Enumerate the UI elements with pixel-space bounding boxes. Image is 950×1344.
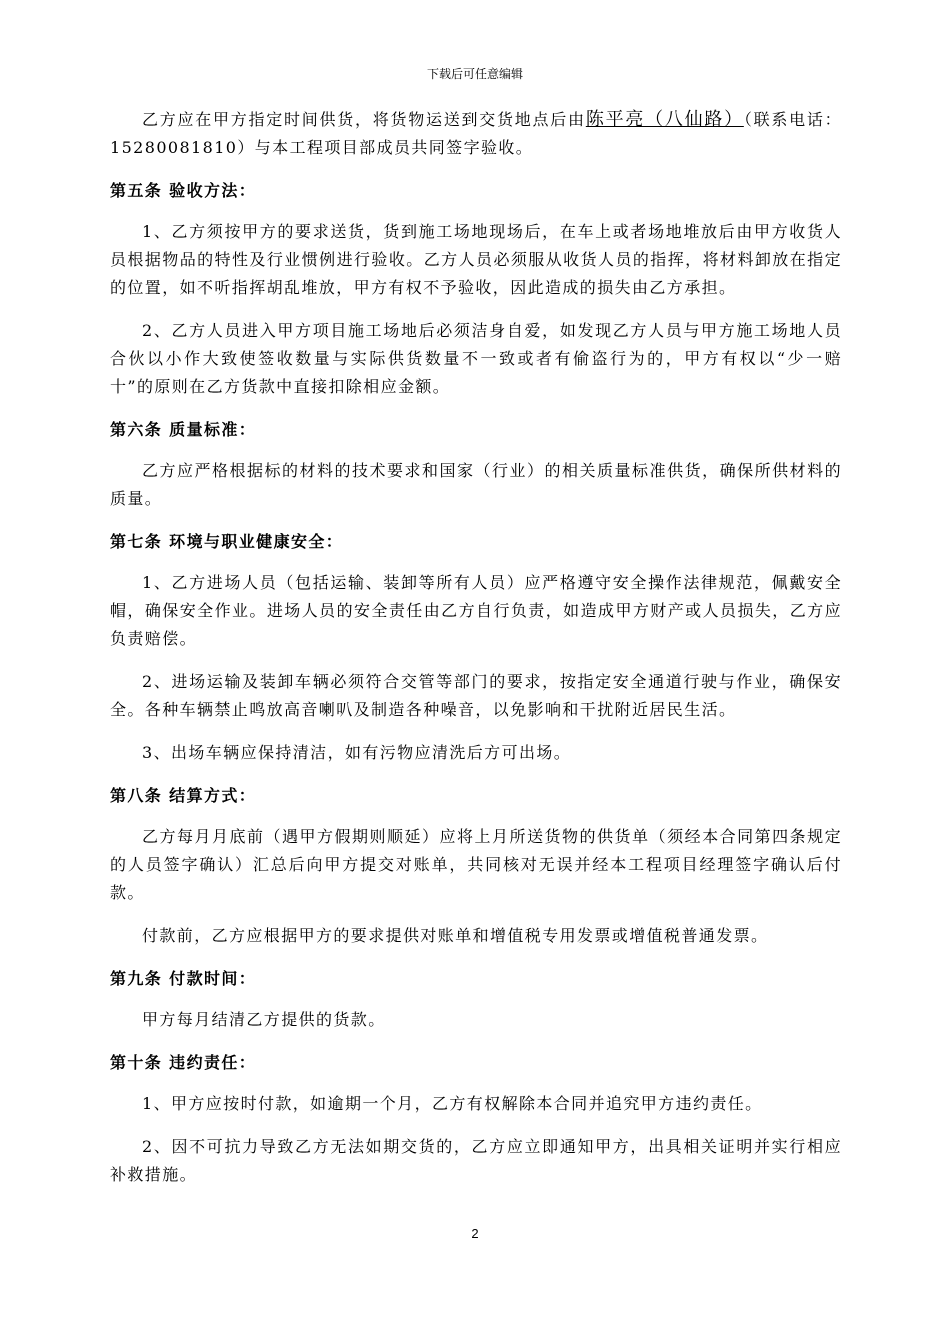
article-9-heading: 第九条 付款时间： (110, 969, 257, 988)
contact-name: 陈平亮（八仙路） (585, 109, 744, 130)
article-5-paragraph-2: 2、乙方人员进入甲方项目施工场地后必须洁身自爱，如发现乙方人员与甲方施工场地人员合伙以小作大致使签收数量与实际供货数量不一致或者有偷盗行为的，甲方有权以“少一赔十”的原则在乙方货款中直接扣除相应金额。 (110, 321, 842, 396)
article-7-paragraph-3: 3、出场车辆应保持清洁，如有污物应清洗后方可出场。 (142, 743, 572, 762)
page-number: 2 (471, 1226, 479, 1241)
article-8-paragraph-2: 付款前，乙方应根据甲方的要求提供对账单和增值税专用发票或增值税普通发票。 (142, 926, 769, 945)
intro-text-after: （联系电话：15280081810）与本工程项目部成员共同签字验收。 (110, 110, 842, 157)
article-7-paragraph-2: 2、进场运输及装卸车辆必须符合交管等部门的要求，按指定安全通道行驶与作业，确保安全。各种车辆禁止鸣放高音喇叭及制造各种噪音，以免影响和干扰附近居民生活。 (110, 672, 842, 719)
article-10-heading: 第十条 违约责任： (110, 1053, 257, 1072)
article-9-paragraph-1: 甲方每月结清乙方提供的货款。 (142, 1010, 386, 1029)
article-10-paragraph-2: 2、因不可抗力导致乙方无法如期交货的，乙方应立即通知甲方，出具相关证明并实行相应补救措施。 (110, 1137, 842, 1184)
article-10-paragraph-1: 1、甲方应按时付款，如逾期一个月，乙方有权解除本合同并追究甲方违约责任。 (142, 1094, 763, 1113)
article-7-heading: 第七条 环境与职业健康安全： (110, 532, 344, 551)
article-8-paragraph-1: 乙方每月月底前（遇甲方假期则顺延）应将上月所送货物的供货单（须经本合同第四条规定的人员签字确认）汇总后向甲方提交对账单，共同核对无误并经本工程项目经理签字确认后付款。 (110, 827, 842, 902)
article-5-paragraph-1: 1、乙方须按甲方的要求送货，货到施工场地现场后，在车上或者场地堆放后由甲方收货人员根据物品的特性及行业惯例进行验收。乙方人员必须服从收货人员的指挥，将材料卸放在指定的位置，如不听指挥胡乱堆放，甲方有权不予验收，因此造成的损失由乙方承担。 (110, 222, 842, 297)
intro-text-before: 乙方应在甲方指定时间供货，将货物运送到交货地点后由 (142, 110, 586, 129)
page-header: 下载后可任意编辑 (426, 67, 523, 81)
article-7-paragraph-1: 1、乙方进场人员（包括运输、装卸等所有人员）应严格遵守安全操作法律规范，佩戴安全帽，确保安全作业。进场人员的安全责任由乙方自行负责，如造成甲方财产或人员损失，乙方应负责赔偿。 (110, 573, 842, 648)
article-8-heading: 第八条 结算方式： (110, 786, 257, 805)
intro-paragraph (110, 106, 842, 162)
article-6-heading: 第六条 质量标准： (110, 420, 257, 439)
article-5-heading: 第五条 验收方法： (110, 181, 257, 200)
article-6-paragraph-1: 乙方应严格根据标的材料的技术要求和国家（行业）的相关质量标准供货，确保所供材料的质量。 (110, 461, 842, 508)
document-body (110, 106, 842, 1204)
